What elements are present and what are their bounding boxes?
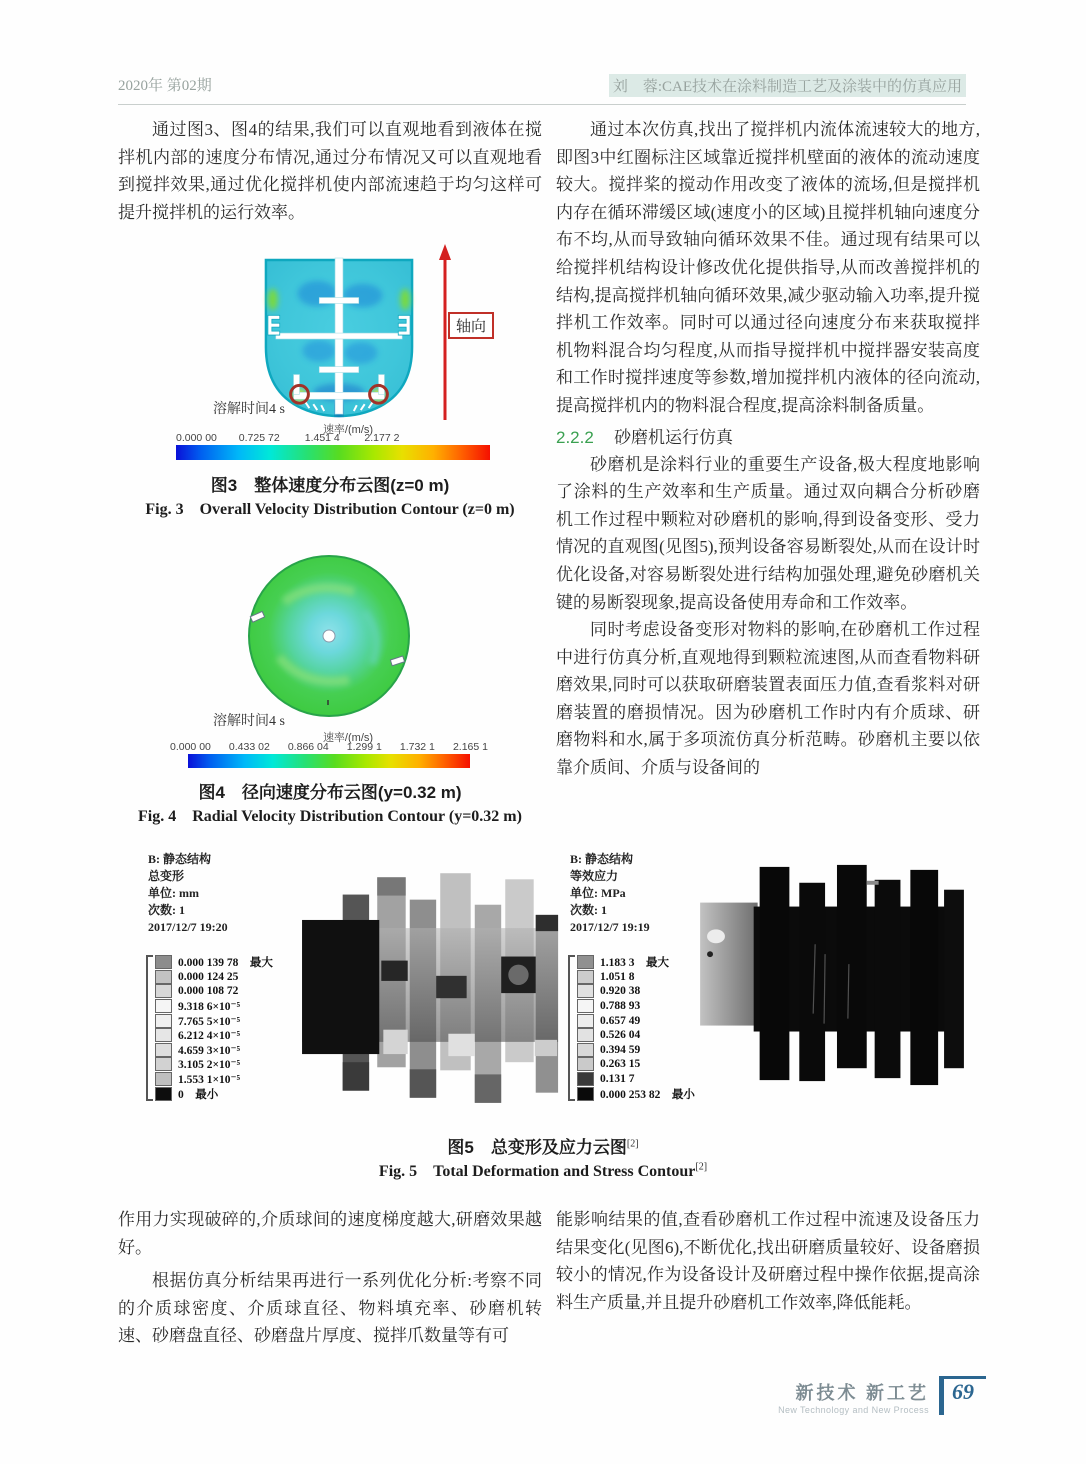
paragraph: 砂磨机是涂料行业的重要生产设备,极大程度地影响了涂料的生产效率和生产质量。通过双向耦合分析砂磨机工作过程中颗粒对砂磨机的影响,得到设备变形、受力情况的直观图(见图5),预判设备容易断裂处,从而在设计时优化设备,对容易断裂处进行结构加强处理,避免砂磨机关键的易断裂现象,提高设备使用寿命和工作效率。 [556,454,980,612]
legend-row [155,955,273,970]
tick-label: 1.299 1 [346,741,382,753]
legend-row [155,999,273,1014]
figure-3 [118,240,542,532]
tick-label: 0.000 00 [176,432,217,444]
fig3-caption-en: Fig. 3 Overall Velocity Distribution Contour (z=0 m) [145,501,515,518]
legend-swatch [577,1043,594,1057]
legend-swatch [577,1072,594,1086]
legend-swatch [155,1087,172,1101]
legend-row [577,1043,695,1058]
info-line: B: 静态结构 [148,852,212,866]
legend-swatch [155,970,172,984]
legend-label: 0.657 49 [600,1014,641,1027]
fig5-deformation-image [283,859,569,1113]
figure-5 [118,845,968,1127]
paragraph: 能影响结果的值,查看砂磨机工作过程中流速及设备压力结果变化(见图6),不断优化,找出研磨质量较好、设备磨损较小的情况,作为设备设计及研磨过程中操作依据,提高涂料生产质量,并且提升砂磨机工作效率,降低能耗。 [556,1210,980,1312]
legend-swatch [577,1028,594,1042]
paragraph: 通过图3、图4的结果,我们可以直观地看到液体在搅拌机内部的速度分布情况,通过分布情况又可以直观地看到搅拌效果,通过优化搅拌机使内部流速趋于均匀这样可提升搅拌机的运行效率。 [118,120,542,222]
info-line: 次数: 1 [570,903,607,917]
section-heading [556,423,980,448]
right-column [556,116,980,782]
fig3-colorbar [176,445,490,460]
fig4-caption-en: Fig. 4 Radial Velocity Distribution Contour (y=0.32 m) [138,808,522,825]
page-number: 69 [939,1376,986,1415]
fig3-colorbar-ticks [176,432,490,445]
legend-rows [577,955,695,1101]
legend-label: 0 最小 [178,1088,219,1101]
paragraph: 同时考虑设备变形对物料的影响,在砂磨机工作过程中进行仿真分析,直观地得到颗粒流速图,从而查看物料研磨效果,同时可以获取研磨装置表面压力值,查看浆料对研磨装置的磨损情况。因为砂磨机工作时内有介质球、研磨物料和水,属于多项流仿真分析范畴。砂磨机主要以依靠介质间、介质与设备间的 [556,620,980,778]
fig4-time-label: 溶解时间4 s [213,714,285,729]
fig5-left-legend [146,955,273,1101]
journal-brand [778,1376,929,1415]
legend-row [155,984,273,999]
fig4-colorbar [188,754,470,768]
running-title: 刘 蓉:CAE技术在涂料制造工艺及涂装中的仿真应用 [609,74,966,97]
legend-rows [155,955,273,1101]
left-column-top [118,116,542,226]
journal-name-en: New Technology and New Process [778,1405,929,1415]
legend-row [577,1013,695,1028]
legend-label: 1.553 1×10⁻⁵ [178,1074,241,1087]
legend-row [155,1013,273,1028]
fig5-caption-en-sup: [2] [695,1161,708,1173]
left-column-bottom [118,1206,542,1350]
legend-row [155,1086,273,1101]
legend-swatch [577,970,594,984]
legend-label: 0.131 7 [600,1073,635,1086]
legend-row [577,955,695,970]
legend-label: 0.526 04 [600,1029,641,1042]
tick-label: 1.451 4 [304,432,340,444]
legend-swatch [155,999,172,1013]
right-column-bottom [556,1206,980,1316]
paragraph: 作用力实现破碎的,介质球间的速度梯度越大,研磨效果越好。 [118,1210,542,1257]
paragraph: 根据仿真分析结果再进行一系列优化分析:考察不同的介质球密度、介质球直径、物料填充率、砂磨机转速、砂磨盘直径、砂磨盘片厚度、搅拌爪数量等有可 [118,1271,542,1346]
legend-label: 4.659 3×10⁻⁵ [178,1044,241,1057]
legend-swatch [155,984,172,998]
fig5-caption-zh-sup: [2] [626,1138,639,1150]
tick-label: 1.732 1 [399,741,435,753]
page-footer [690,1376,986,1415]
fig5-stress-image [700,855,968,1093]
legend-row [577,1086,695,1101]
section-title: 砂磨机运行仿真 [614,427,734,447]
info-line: 单位: MPa [570,886,626,900]
legend-swatch [577,1057,594,1071]
legend-label: 1.051 8 [600,970,635,983]
fig5-caption-en: Fig. 5 Total Deformation and Stress Contour [378,1163,696,1180]
legend-row [577,1072,695,1087]
fig5-caption-en-row [0,1158,1086,1181]
tick-label: 2.177 2 [364,432,400,444]
fig3-colorbar-title: 速率/(m/s) [322,424,374,436]
fig5-caption-zh: 图5 总变形及应力云图 [447,1138,627,1157]
legend-row [577,999,695,1014]
legend-label: 3.105 2×10⁻⁵ [178,1059,241,1072]
section-number: 2.2.2 [556,427,594,447]
legend-swatch [577,955,594,969]
legend-swatch [155,1028,172,1042]
legend-swatch [155,955,172,969]
fig4-colorbar-ticks [170,741,488,754]
legend-bracket [568,955,575,1101]
legend-row [155,970,273,985]
info-line: B: 静态结构 [570,852,634,866]
legend-label: 0.000 124 25 [178,970,239,983]
legend-label: 0.263 15 [600,1058,641,1071]
legend-swatch [577,1087,594,1101]
fig3-caption-zh: 图3 整体速度分布云图(z=0 m) [210,476,450,495]
legend-swatch [155,1072,172,1086]
legend-row [577,1057,695,1072]
tick-label: 0.000 00 [170,741,211,753]
journal-name-zh: 新技术 新工艺 [795,1383,929,1403]
legend-label: 6.212 4×10⁻⁵ [178,1030,241,1043]
legend-swatch [577,1014,594,1028]
tick-label: 0.433 02 [228,741,270,753]
legend-label: 9.318 6×10⁻⁵ [178,1001,241,1014]
legend-swatch [577,984,594,998]
legend-swatch [155,1057,172,1071]
legend-label: 0.394 59 [600,1043,641,1056]
legend-swatch [577,999,594,1013]
legend-bracket [146,955,153,1101]
info-line: 总变形 [148,869,185,883]
legend-row [577,984,695,999]
legend-row [155,1043,273,1058]
legend-swatch [155,1043,172,1057]
info-line: 2017/12/7 19:20 [148,920,228,934]
legend-row [155,1028,273,1043]
legend-row [155,1057,273,1072]
tick-label: 2.165 1 [452,741,488,753]
legend-label: 0.788 93 [600,1000,641,1013]
info-line: 单位: mm [148,886,199,900]
fig5-right-info [570,851,650,936]
legend-swatch [155,1014,172,1028]
fig4-caption-zh: 图4 径向速度分布云图(y=0.32 m) [198,783,462,802]
fig4-circle-contour-image [244,552,414,722]
info-line: 等效应力 [570,869,619,883]
legend-label: 0.000 108 72 [178,985,239,998]
tick-label: 0.725 72 [238,432,280,444]
legend-label: 0.920 38 [600,985,641,998]
legend-label: 0.000 139 78 最大 [178,957,273,970]
info-line: 2017/12/7 19:19 [570,920,650,934]
legend-label: 7.765 5×10⁻⁵ [178,1015,241,1028]
tick-label: 0.866 04 [287,741,329,753]
fig3-axial-label: 轴向 [448,312,494,339]
legend-row [577,970,695,985]
fig4-colorbar-title: 速率/(m/s) [322,732,374,744]
paragraph: 通过本次仿真,找出了搅拌机内流体流速较大的地方,即图3中红圈标注区域靠近搅拌机壁面的液体的流动速度较大。搅拌桨的搅动作用改变了液体的流场,但是搅拌机内存在循环滞缓区域(速度小的区域)且搅拌机轴向速度分布不均,从而导致轴向循环效果不佳。通过现有结果可以给搅拌机结构设计修改优化提供指导,从而改善搅拌机的结构,提高搅拌机轴向循环效果,减少驱动输入功率,提升搅拌机工作效率。同时可以通过径向速度分布来获取搅拌机物料混合均匀程度,从而指导搅拌机中搅拌器安装高度和工作时搅拌速度等参数,增加搅拌机内液体的径向流动,提高搅拌机内的物料混合程度,提高涂料制备质量。 [556,120,980,415]
legend-label: 0.000 253 82 最小 [600,1088,695,1101]
fig5-caption-zh-row [0,1133,1086,1158]
info-line: 次数: 1 [148,903,185,917]
fig3-time-label: 溶解时间4 s [213,402,285,417]
issue-label: 2020年 第02期 [118,78,212,94]
page-header [118,74,966,105]
figure-4 [118,532,542,832]
legend-row [577,1028,695,1043]
legend-label: 1.183 3 最大 [600,957,669,970]
fig5-left-info [148,851,228,936]
fig5-right-legend [568,955,695,1101]
legend-row [155,1072,273,1087]
